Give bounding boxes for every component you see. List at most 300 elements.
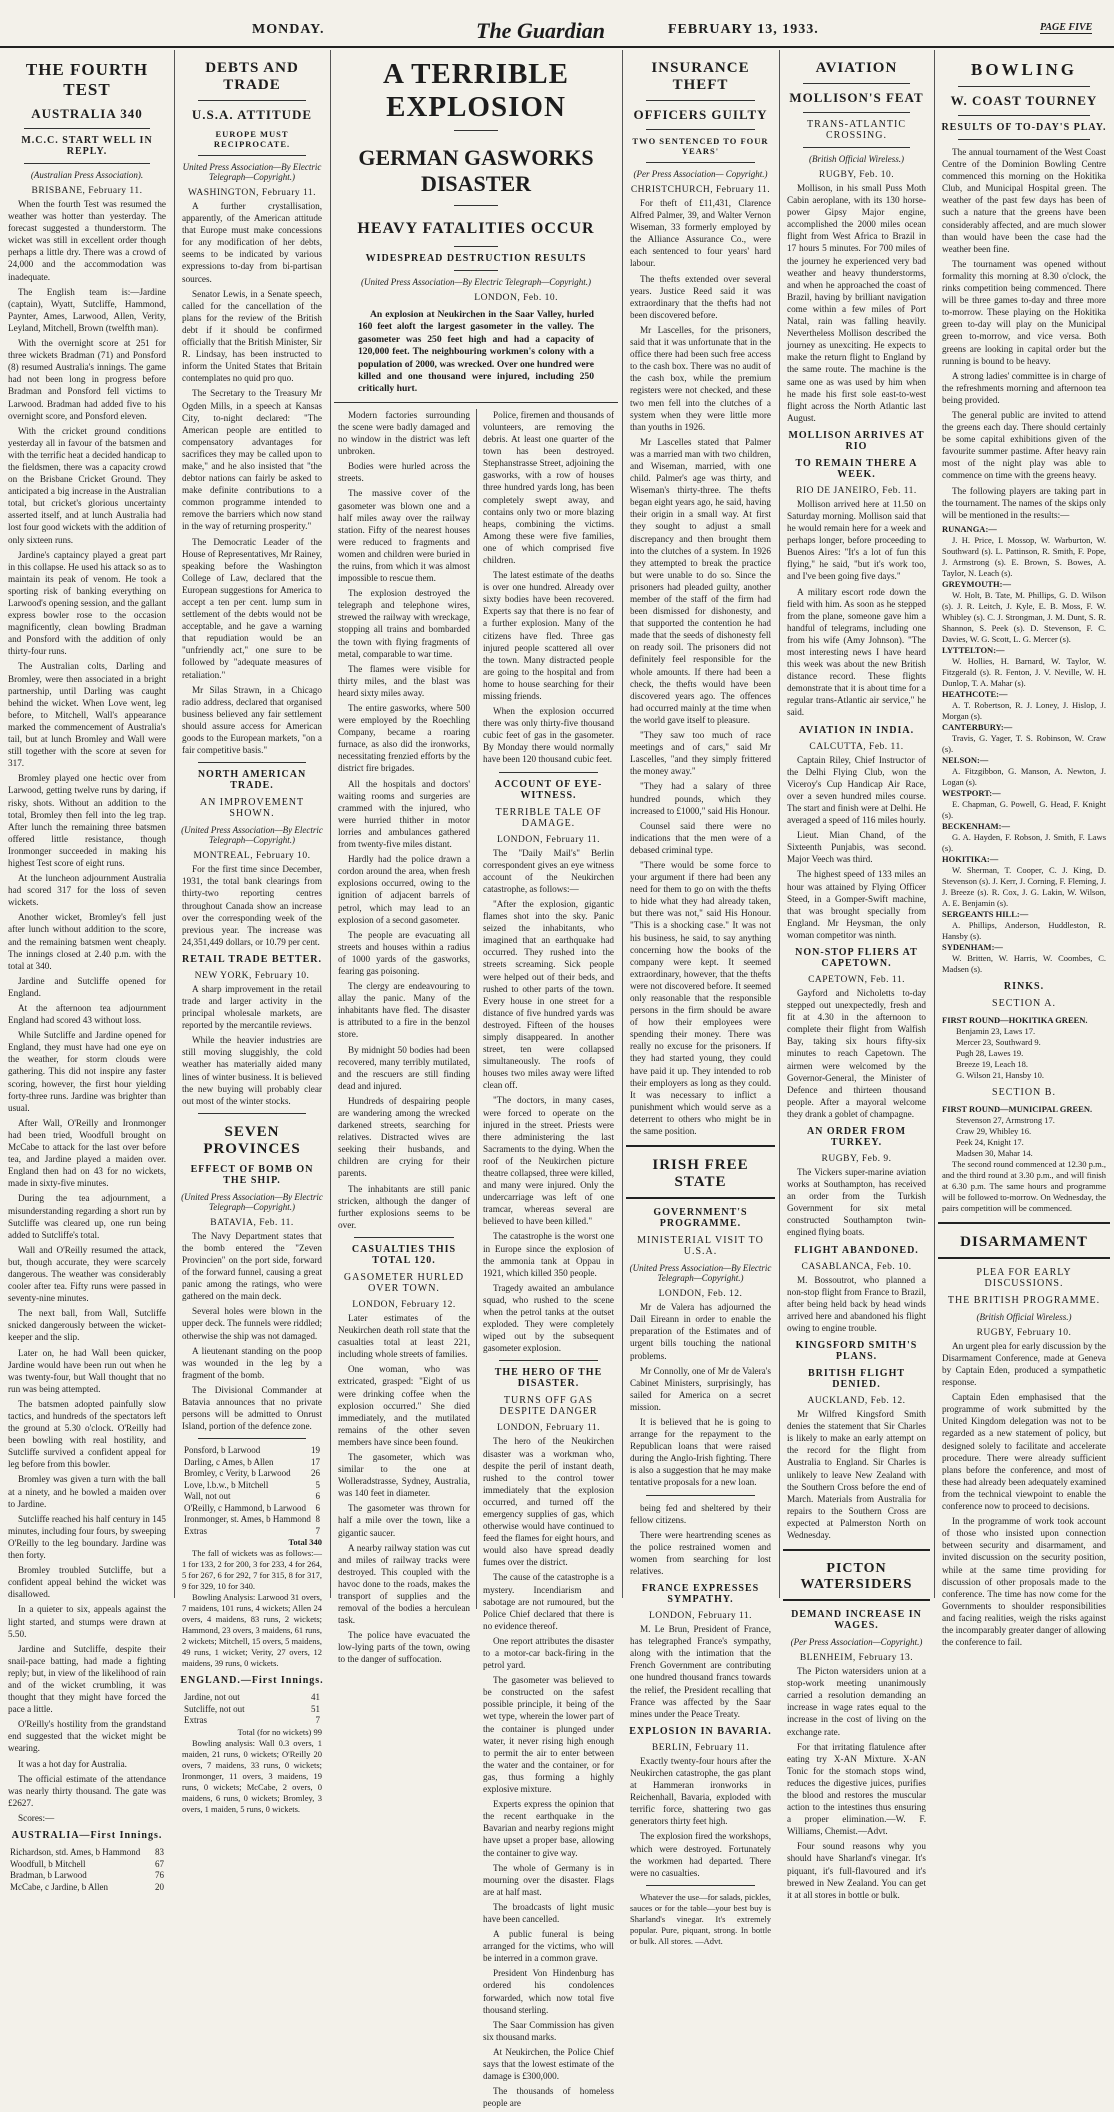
column-rule xyxy=(934,50,935,1598)
paragraph: Experts express the opinion that the recent earthquake in the Bavarian and nearby regions might have upset a proper base, allowing the container to give way. xyxy=(483,1799,614,1858)
scores-heading: AUSTRALIA—First Innings. xyxy=(11,1830,163,1841)
batsman-name: O'Reilly, c Hammond, b Larwood xyxy=(184,1502,307,1513)
paragraph: Four sound reasons why you should have Sharland's vinegar. It's piquant, it's full-flavoured and it's brewed in New Zealand. You can get it at all stores in bottle or bulk. xyxy=(787,1841,926,1900)
article-body xyxy=(783,754,930,941)
subhead-coast-tourney: W. COAST TOURNEY xyxy=(950,93,1098,108)
runs-value: 19 xyxy=(311,1445,320,1456)
runs-value: 67 xyxy=(155,1858,164,1869)
section-head: AN ORDER FROM TURKEY. xyxy=(806,1126,907,1148)
article-body xyxy=(626,1623,775,1720)
section-head: ACCOUNT OF EYE-WITNESS. xyxy=(494,778,603,801)
tagline-mcc: M.C.C. START WELL IN REPLY. xyxy=(21,135,153,157)
batsman-name: Wall, not out xyxy=(184,1491,231,1502)
paragraph: One report attributes the disaster to a motor-car back-firing in the petrol yard. xyxy=(483,1635,614,1671)
paragraph: A military escort rode down the field with him. As soon as he stepped from the plane, someone gave him a handful of telegrams, including one from his wife (Amy Johnson). "The most interesting news I have heard this week was about the new British distance record. These flights demonstrate that it is about time for a regular trans-Atlantic air service," he said. xyxy=(787,586,926,718)
closing-note: The second round commenced at 12.30 p.m., and the third round at 3.30 p.m., and will finish at 6.30 p.m. The same hours and programme will be followed to-morrow. On Wednesday, the pairs competition will be commenced. xyxy=(942,1158,1106,1213)
club-players: W. Britten, W. Harris, W. Coombes, C. Madsen (s). xyxy=(942,952,1106,974)
section-head: NON-STOP FLIERS AT CAPETOWN. xyxy=(795,946,918,969)
club-name: WESTPORT:— xyxy=(942,787,1001,798)
dateline: RIO DE JANEIRO, Feb. 11. xyxy=(796,485,917,496)
section-head: EXPLOSION IN BAVARIA. xyxy=(629,1725,772,1737)
section-sub: TO REMAIN THERE A WEEK. xyxy=(795,457,918,480)
paragraph: "They had a salary of three hundred pounds, which they increased to £1000," said His Honour. xyxy=(630,781,771,816)
subhead-german-gasworks: GERMAN GASWORKS DISASTER xyxy=(358,145,594,196)
dateline: LONDON, February 12. xyxy=(352,1299,456,1310)
dateline: LONDON, February 11. xyxy=(648,1611,753,1622)
club-name: RUNANGA:— xyxy=(942,523,997,534)
paragraph: Exactly twenty-four hours after the Neukirchen catastrophe, the gas plant at Hammeran ironworks in Reichenhall, Bavaria, exploded with terrific force, shattering two gas generators thirty feet high. xyxy=(630,1755,771,1827)
dateline: CAPETOWN, Feb. 11. xyxy=(808,974,905,985)
scores-table xyxy=(178,1692,326,1727)
result-line: Benjamin 23, Laws 17. xyxy=(956,1025,1036,1036)
score-row xyxy=(184,1480,320,1492)
paragraph: Bromley was given a turn with the ball at a ninety, and he bowled a maiden over to Jardine. xyxy=(8,1474,166,1509)
club-players: E. Chapman, G. Powell, G. Head, F. Knight (s). xyxy=(942,798,1106,820)
paragraph: "After the explosion, gigantic flames shot into the sky. Panic seized the inhabitants, who imagined that an earthquake had occurred. They rushed into the streets screaming. Sick people were helped out of their beds, and rushed to other parts of the town. Every house in one street for a distance of five hundred yards was destroyed. Fifteen of the houses simply disappeared. In another street, ten were collapsed simultaneously. The roofs of houses two miles away were lifted clean off. xyxy=(483,898,614,1091)
section-head: THE HERO OF THE DISASTER. xyxy=(494,1367,603,1390)
club-name: BECKENHAM:— xyxy=(942,820,1010,831)
tagline-results: RESULTS OF TO-DAY'S PLAY. xyxy=(941,122,1107,133)
result-line: Peek 24, Knight 17. xyxy=(956,1136,1024,1147)
dateline: AUCKLAND, Feb. 12. xyxy=(807,1396,906,1407)
paragraph: The annual tournament of the West Coast Centre of the Dominion Bowling Centre commenced this morning on the Hokitika Club, and Municipal Hospital green. The weather of the past few days has been of such a nature that the greens have been considerably affected, and are much slower than would have been the case had the weather been fine. xyxy=(942,147,1106,254)
paragraph: Captain Eden emphasised that the programme of work submitted by the United Kingdom delegation was not to be regarded as a new statement of policy, but designed solely to facilitate and accelerate procedure. There were already sufficient plans before the conference, and most of these had already been adequately examined from the technical viewpoint to enable the conference now to proceed to decisions. xyxy=(942,1392,1106,1512)
paragraph: The Divisional Commander at Batavia announces that no private persons will be admitted to Onrust Island, portion of the defence zone. xyxy=(182,1384,322,1432)
club-players: G. A. Hayden, F. Robson, J. Smith, F. Laws (s). xyxy=(942,831,1106,853)
paragraph: The tournament was opened without formality this morning at 8.30 o'clock, the rinks competition being commenced. There will be three games to-day and three more to-morrow. These playing on the Hokitika green to-day will play on the Municipal green to-morrow, and vice versa. Both greens are looking in capital order but the running is bound to be heavy. xyxy=(942,258,1106,366)
runs-value: 6 xyxy=(315,1502,320,1513)
paragraph: Gayford and Nicholetts to-day stepped out unexpectedly, fresh and fit at 4.30 in the afternoon to complete their flight from Walfish Bay, taking six hours fifty-six minutes to reach Capetown. The airmen were welcomed by the Governor-General, the Minister of Defence and thirteen thousand people. After a mayoral welcome they drank a goblet of champagne. xyxy=(787,987,926,1119)
paragraph: Tragedy awaited an ambulance squad, who rushed to the scene when the petrol tanks at the outset exploded. They were completely wiped out by the subsequent gasometer explosion. xyxy=(483,1282,614,1354)
score-row xyxy=(10,1859,164,1871)
batsman-name: Woodfull, b Mitchell xyxy=(10,1858,86,1869)
paragraph: At the afternoon tea adjournment England had scored 43 without loss. xyxy=(8,1003,166,1026)
paragraph: It was a hot day for Australia. xyxy=(18,1758,127,1769)
paragraph: For theft of £11,431, Clarence Alfred Palmer, 39, and Walter Vernon Wiseman, 33 formerly employed by the Alliance Assurance Co., were each sentenced to four years' hard labour. xyxy=(630,198,771,269)
headline-terrible-explosion: A TERRIBLE EXPLOSION xyxy=(383,58,569,123)
club-name: SYDENHAM:— xyxy=(942,941,1003,952)
paragraph: Mollison, in his small Puss Moth Cabin aeroplane, with its 130 horse-power Gipsy Major engine, accomplished the 2000 miles ocean flight from West Africa to Brazil in 17 hours 5 minutes. For 700 miles of the journey he experienced very bad weather and heavy thunderstorms, and when he approached the coast of Brazil, having by brilliant navigation come within a few miles of Port Natal, rain was falling heavily. Nevertheless Mollison described the journey as unexciting. He expects to make the return flight to England by the same route. The machine is the same one as was used by him when he made his first sole east-to-west flight across the North Atlantic last August. xyxy=(787,183,926,423)
column-insurance xyxy=(626,50,775,1946)
score-row xyxy=(184,1468,320,1480)
paragraph: The hero of the Neukirchen disaster was a workman who, despite the peril of instant death, rushed to the control tower immediately that the explosion occurred, and turned off the emergency supplies of gas, which otherwise would have continued to feed the flames for eight hours, and would also have spread deadly fumes over the district. xyxy=(483,1436,614,1568)
batsman-name: Bradman, b Larwood xyxy=(10,1870,87,1880)
dateline: CASABLANCA, Feb. 10. xyxy=(801,1261,912,1272)
scores-table xyxy=(178,1445,326,1537)
paragraph: Bromley troubled Sutcliffe, but a confident appeal behind the wicket was disallowed. xyxy=(8,1565,166,1600)
section-head: AVIATION IN INDIA. xyxy=(798,724,915,736)
paragraph: By midnight 50 bodies had been recovered, many terribly mutilated, and the rescuers are still finding dead and injured. xyxy=(338,1044,470,1091)
paragraph: Mr Wilfred Kingsford Smith denies the statement that Sir Charles is likely to make an early attempt on the record for the flight from Australia to England. Sir Charles is unlikely to leave New Zealand with the Southern Cross before the end of March. Materials from Australia for repairs to the Southern Cross are expected at Palmerston North on Wednesday. xyxy=(787,1409,926,1540)
paragraph: For that irritating flatulence after eating try X-AN Mixture. X-AN Tonic for the stomach stops wind, reduces the digestive juices, purifies the blood and restores the muscular action to the intestines thus ensuring a proper elimination.—W. F. Williams, Chemist.—Advt. xyxy=(787,1741,926,1837)
paragraph: A sharp improvement in the retail trade and larger activity in the principal wholesale markets, are reported by the mercantile reviews. xyxy=(182,983,322,1031)
club-name: HEATHCOTE:— xyxy=(942,688,1008,699)
score-row xyxy=(10,1847,164,1859)
dateline: BERLIN, February 11. xyxy=(651,1742,750,1753)
paragraph: The Navy Department states that the bomb entered the "Zeven Provincien" on the port side, forward of the forward funnel, causing a great panic among the ratings, who were gathered on the main deck. xyxy=(182,1230,322,1302)
section-sub: AN IMPROVEMENT SHOWN. xyxy=(199,797,305,820)
masthead-day: MONDAY. xyxy=(252,22,325,37)
dateline: WASHINGTON, February 11. xyxy=(187,188,317,198)
paragraph: The Democratic Leader of the House of Representatives, Mr Rainey, speaking before the Washington College of Law, declared that the European suggestions for America to accept a ten per cent. lump sum in settlement of the debts would not be acceptable, and he gave a warning that repudiation would be an "unfriendly act," one sure to be followed by "adequate measures of retaliation." xyxy=(182,536,322,680)
score-row xyxy=(184,1526,320,1538)
subhead-officers-guilty: OFFICERS GUILTY xyxy=(633,107,768,122)
dateline: CALCUTTA, Feb. 11. xyxy=(809,741,904,752)
total-line: Total 340 xyxy=(288,1537,322,1548)
paragraph: The catastrophe is the worst one in Europe since the explosion of the ammonia tank at Oppau in 1921, which killed 350 people. xyxy=(483,1231,614,1278)
paragraph: While the heavier industries are still moving sluggishly, the cold weather has materially aided many lines of winter business. It is believed the new buying will probably clear out most of the winter stocks. xyxy=(182,1035,322,1106)
paragraph: A lieutenant standing on the poop was wounded in the leg by a fragment of the bomb. xyxy=(182,1345,322,1380)
credit-line: (United Press Association—By Electric Telegraph—Copyright.) xyxy=(181,825,323,846)
dateline: BATAVIA, Feb. 11. xyxy=(210,1217,294,1228)
paragraph: The next ball, from Wall, Sutcliffe snicked dangerously between the wicket-keeper and the slip. xyxy=(8,1308,166,1343)
section-head: FRANCE EXPRESSES SYMPATHY. xyxy=(641,1583,760,1606)
paragraph: The highest speed of 133 miles an hour was attained by Flying Officer Steed, in a Gomper-Swift machine, that was brought specially from England. Mr Heysman, the only woman competitor was ninth. xyxy=(787,869,926,940)
runs-value: 7 xyxy=(315,1525,320,1536)
paragraph: When the fourth Test was resumed the weather was hotter than yesterday. The forecast suggested a thunderstorm. The wicket was still in excellent order though perhaps a little dry. There was a crowd of 24,000 and the accommodation was inadequate. xyxy=(8,199,166,282)
article-body xyxy=(479,847,618,1355)
paragraph: At Neukirchen, the Police Chief says that the lowest estimate of the damage is £300,000. xyxy=(483,2046,614,2082)
bowling-analysis: Bowling Analysis: Larwood 31 overs, 7 maidens, 101 runs, 4 wickets; Allen 24 overs, 4 maidens, 83 runs, 2 wickets; Hammond, 23 overs, 3 maidens, 61 runs, 2 wickets; Mitchell, 15 overs, 5 maidens, 49 runs, 1 wicket; Verity, 27 overs, 12 maidens, 39 runs, 0 wickets. xyxy=(182,1592,322,1669)
dateline: RUGBY, Feb. 10. xyxy=(818,170,895,180)
paragraph: Counsel said there were no indications that the men were of a debased criminal type. xyxy=(630,820,771,855)
score-row xyxy=(184,1514,320,1526)
paragraph: Lieut. Mian Chand, of the Sixteenth Punjabis, was second. Major Veech was third. xyxy=(787,830,926,865)
paragraph: After Wall, O'Reilly and Ironmonger had been tried, Woodfull brought on McCabe to attack for the last over before tea, and Jardine played a maiden over. England then had on 43 for no wickets, made in sixty-five minutes. xyxy=(8,1117,166,1189)
paragraph: The broadcasts of light music have been cancelled. xyxy=(483,1901,614,1924)
paragraph: The "Daily Mail's" Berlin correspondent gives an eye witness account of the Neukirchen catastrophe, as follows:— xyxy=(483,847,614,894)
result-line: G. Wilson 21, Hansby 10. xyxy=(956,1069,1045,1080)
paragraph: The following players are taking part in the tournament. The names of the skips only will be mentioned in the results:— xyxy=(942,485,1106,520)
subhead-australia-340: AUSTRALIA 340 xyxy=(31,106,143,121)
total-line: Total (for no wickets) 99 xyxy=(237,1726,322,1737)
column-rule xyxy=(330,50,331,1598)
credit-line: (United Press Association—By Electric Telegraph—Copyright.) xyxy=(361,277,591,287)
paragraph: The thousands of homeless people are xyxy=(483,2086,614,2109)
club-players: W. Sherman, T. Cooper, C. J. King, D. Stevenson (s). J. Kerr, J. Corning, F. Fleming, J. J. Breeze (s). R. Cox, J. G. Lakin, W. Wilson, A. E. Benjamin (s). xyxy=(942,864,1106,908)
club-players: W. Hollies, H. Barnard, W. Taylor, W. Fitzgerald (s). R. Fenton, J. V. Neville, W. H. Dunlop, T. A. Mahar (s). xyxy=(942,655,1106,688)
section-head: CASUALTIES THIS TOTAL 120. xyxy=(351,1243,457,1266)
paragraph: The Saar Commission has given six thousand marks. xyxy=(483,2019,614,2042)
section-head: FLIGHT ABANDONED. xyxy=(794,1244,919,1256)
runs-value: 7 xyxy=(315,1715,320,1726)
paragraph: During the tea adjournment, a misunderstanding regarding a short run by Sutcliffe was cleared up, one run being added to Sutcliffe's total. xyxy=(8,1193,166,1240)
result-line: Madsen 30, Mahar 14. xyxy=(956,1147,1033,1158)
article-body xyxy=(938,146,1110,521)
runs-value: 26 xyxy=(311,1468,320,1479)
club-name: CANTERBURY:— xyxy=(942,721,1013,732)
article-body xyxy=(4,198,170,1809)
paragraph: The massive cover of the gasometer was blown one and a half miles away over the railway station. Fifty of the nearest houses were reduced to fragments and women and children were buried in the ruins, from which it was almost impossible to rescue them. xyxy=(338,488,470,584)
section-sub: PLEA FOR EARLY DISCUSSIONS. xyxy=(976,1266,1072,1289)
club-name: HOKITIKA:— xyxy=(942,853,999,864)
paragraph: The flames were visible for thirty miles, and the blast was heard sixty miles away. xyxy=(338,663,470,698)
paragraph: The cause of the catastrophe is a mystery. Incendiarism and sabotage are not rumoured, but the Police Chief declared that there is no evidence thereof. xyxy=(483,1572,614,1631)
club-name: SERGEANTS HILL:— xyxy=(942,908,1029,919)
paragraph: Hardly had the police drawn a cordon around the area, when fresh explosions occurred, owing to the ignition of adjacent barrels of petrol, which may lead to an explosion of a second gasometer. xyxy=(338,854,470,925)
headline-fourth-test: THE FOURTH TEST xyxy=(25,60,149,99)
article-body xyxy=(479,1435,618,2109)
paragraph: With the overnight score at 251 for three wickets Bradman (71) and Ponsford (8) resumed Australia's innings. The game had not been long in progress before Bradman and Ponsford fell victims to Larwood. Bradman had added five to his overnight score, and Ponsford eleven. xyxy=(8,338,166,421)
subhead-mollisons-feat: MOLLISON'S FEAT xyxy=(789,90,924,105)
batsman-name: Sutcliffe, not out xyxy=(184,1703,245,1714)
score-row xyxy=(184,1692,320,1704)
result-line: Mercer 23, Southward 9. xyxy=(956,1036,1041,1047)
article-body xyxy=(783,1166,930,1239)
results-list xyxy=(938,1026,1110,1081)
tagline-widespread: WIDESPREAD DESTRUCTION RESULTS xyxy=(365,253,587,264)
credit-line: (United Press Association—By Electric Telegraph—Copyright.) xyxy=(629,1263,772,1284)
paragraph: Police, firemen and thousands of volunteers, are removing the debris. At least one quarter of the town has been destroyed. Stephanstrasse Street, adjoining the gasworks, with a row of houses three hundred yards long, has been completely swept away, and contains only two or more blazing heaps, combining the victims. Among these were five families, one of which comprised five children. xyxy=(483,409,614,565)
paragraph: "They saw too much of race meetings and of cars," said Mr Lascelles, "and they simply frittered the money away." xyxy=(630,730,771,777)
masthead xyxy=(0,0,1114,48)
headline-debts: DEBTS AND TRADE xyxy=(205,60,299,93)
headline-insurance-theft: INSURANCE THEFT xyxy=(651,60,750,93)
result-line: Pugh 28, Lawes 19. xyxy=(956,1047,1024,1058)
paragraph: The explosion destroyed the telegraph and telephone wires, strewed the railway with wreckage, stopping all trains and bombarded the town with flying fragments of metal, comparable to war time. xyxy=(338,588,470,659)
paragraph: An urgent plea for early discussion by the Disarmament Conference, made at Geneva by Captain Eden, produced a sympathetic response. xyxy=(942,1340,1106,1388)
article-body xyxy=(783,1408,930,1541)
paragraph: being fed and sheltered by their fellow citizens. xyxy=(630,1502,771,1525)
dateline: MONTREAL, February 10. xyxy=(193,851,311,862)
club-list xyxy=(938,524,1110,975)
score-row xyxy=(184,1445,320,1457)
article-body xyxy=(783,182,930,424)
paragraph: Senator Lewis, in a Senate speech, called for the cancellation of the plans for the review of the British debt if it should be confirmed officially that the British Minister, Sir R. Lindsay, has been instructed to inform the United States that Britain contemplates no quid pro quo. xyxy=(182,288,322,384)
paragraph: The inhabitants are still panic stricken, although the danger of further explosions seems to be over. xyxy=(338,1183,470,1230)
paragraph: A public funeral is being arranged for the victims, who will be interred in a common grave. xyxy=(483,1929,614,1964)
paragraph: Bodies were hurled across the streets. xyxy=(338,461,470,484)
section-tag: THE BRITISH PROGRAMME. xyxy=(947,1294,1101,1306)
paragraph: Mr Connolly, one of Mr de Valera's Cabinet Ministers, surprisingly, has sailed for America on a secret mission. xyxy=(630,1365,771,1412)
paragraph: Mr Lascelles, for the prisoners, said that it was unfortunate that in the office there had been such free access to the cash box. There was no audit of the cash box, while the premium registers were not checked, and these two men fell into the clutches of a system when they were little more than youths in 1926. xyxy=(630,324,771,432)
paragraph: While Sutcliffe and Jardine opened for England, they must have had one eye on the weather, for storm clouds were gathering. This did not inspire any faster scoring, however, the first hour yielding forty-three runs. Jardine was brighter than usual. xyxy=(8,1030,166,1113)
credit-line: (Australian Press Association). xyxy=(30,170,144,180)
headline-bowling: BOWLING xyxy=(970,60,1078,79)
runs-value: 17 xyxy=(311,1456,320,1467)
score-row xyxy=(184,1715,320,1727)
paragraph: The clergy are endeavouring to allay the panic. Many of the inhabitants have fled. The disaster is attributed to a fire in the benzol store. xyxy=(338,981,470,1040)
club-players: A. Phillips, Anderson, Huddleston, R. Hansby (s). xyxy=(942,919,1106,941)
headline-disarmament: DISARMAMENT xyxy=(960,1233,1088,1250)
credit-line: United Press Association—By Electric Telegraph—Copyright.) xyxy=(182,162,322,182)
paragraph: When the explosion occurred there was only thirty-five thousand cubic feet of gas in the gasometer. By Monday there would normally have been 120 thousand cubic feet. xyxy=(483,706,614,765)
paragraph: The batsmen adopted painfully slow tactics, and hundreds of the spectators left the ground at 5.30 o'clock. O'Reilly had been bowling with real hostility, and Sutcliffe survived a confident appeal for leg before from this bowler. xyxy=(8,1398,166,1470)
score-row xyxy=(184,1704,320,1716)
credit-line: (British Official Wireless.) xyxy=(809,154,904,164)
paragraph: In a quieter to six, appeals against the light started, and stumps were drawn at 5.50. xyxy=(8,1604,166,1639)
paragraph: The gasometer was believed to be constructed on the safest possible principle, it being of the wet type, wherein the lower part of the container is plunged under water, it never rising high enough to permit the air to enter between the water and the container, or for gas, thus forming a highly explosive mixture. xyxy=(483,1675,614,1795)
column-rule xyxy=(779,50,780,1598)
paragraph: "The doctors, in many cases, were forced to operate on the injured in the street. Priests were there administering the last Sacraments to the dying. When the roof of the Neukirchen picture theatre collapsed, three were killed, and many were injured. Only the undercarriage was left of one tramcar, whereas several are believed to have been killed." xyxy=(483,1095,614,1227)
paragraph: President Von Hindenburg has ordered his condolences forwarded, which now total five thousand sterling. xyxy=(483,1968,614,2015)
article-body xyxy=(783,1274,930,1334)
dateline: LONDON, Feb. 10. xyxy=(474,293,558,303)
article-body xyxy=(626,1301,775,1488)
paragraph: A strong ladies' committee is in charge of the refreshments morning and afternoon tea being provided. xyxy=(942,370,1106,405)
article-body xyxy=(626,1502,775,1578)
paragraph: Jardine and Sutcliffe, despite their snail-pace batting, had made a fighting reply; but, in view of the likelihood of rain and of the wicket crumbling, it was thought that they might have forced the pace a little. xyxy=(8,1643,166,1715)
runs-value: 20 xyxy=(155,1881,164,1892)
score-row xyxy=(10,1870,164,1882)
section-b: SECTION B. xyxy=(992,1086,1056,1098)
paragraph: The gasometer was thrown for half a mile over the town, like a gigantic saucer. xyxy=(338,1503,470,1538)
article-body xyxy=(626,1755,775,1879)
club-name: NELSON:— xyxy=(942,754,989,765)
credit-line: (British Official Wireless.) xyxy=(976,1311,1072,1322)
paragraph: The gasometer, which was similar to the one at Wolleradstrasse, Sydney, Australia, was 140 feet in diameter. xyxy=(338,1451,470,1499)
column-bowling xyxy=(938,50,1110,1648)
section-sub: GASOMETER HURLED OVER TOWN. xyxy=(343,1271,465,1294)
dateline: CHRISTCHURCH, February 11. xyxy=(630,185,771,195)
dateline: RUGBY, Feb. 9. xyxy=(821,1154,892,1164)
paragraph: The thefts extended over several years. Justice Reed said it was extraordinary that the thefts had not been discovered before. xyxy=(630,273,771,320)
paragraph: The whole of Germany is in mourning over the disaster. Flags are at half mast. xyxy=(483,1862,614,1897)
runs-value: 51 xyxy=(311,1703,320,1714)
paragraph: Later estimates of the Neukirchen death roll state that the casualties total at least 221, including whole streets of families. xyxy=(338,1312,470,1360)
batsman-name: Bromley, c Verity, b Larwood xyxy=(184,1468,291,1479)
paragraph: The police have evacuated the low-lying parts of the town, owing to the danger of suffocation. xyxy=(338,1630,470,1665)
subhead-usa: U.S.A. ATTITUDE xyxy=(191,107,313,122)
subcolumn-left xyxy=(334,409,474,1669)
subcolumn-right xyxy=(479,409,618,2112)
section-sub: TERRIBLE TALE OF DAMAGE. xyxy=(495,806,602,829)
paragraph: A nearby railway station was cut and miles of railway tracks were destroyed. This coupled with the havoc done to the roads, makes the transport of supplies and the removal of the bodies a herculean task. xyxy=(338,1542,470,1626)
section-sub: BRITISH FLIGHT DENIED. xyxy=(807,1368,906,1391)
paragraph: Modern factories surrounding the scene were badly damaged and no window in the district was left unbroken. xyxy=(338,409,470,457)
credit-line: (Per Press Association— Copyright.) xyxy=(633,169,768,179)
paragraph: Sutcliffe reached his half century in 145 minutes, including four fours, by sweeping O'Reilly to the leg boundary. Jardine was then forty. xyxy=(8,1513,166,1561)
batsman-name: Extras xyxy=(184,1525,207,1536)
paragraph: In the programme of work took account of those who insisted upon connection between security and disarmament, and invited discussion on the security position, while at the same time providing for discussion of other proposals made to the conference. The time has now come for the Governments to shoulder responsibilities and facing realities, weigh the risks against the incomparably greater danger of allowing the conference to fail. xyxy=(942,1516,1106,1648)
column-rule xyxy=(174,50,175,1598)
dateline: LONDON, Feb. 12. xyxy=(658,1289,743,1300)
section-sub: EFFECT OF BOMB ON THE SHIP. xyxy=(190,1163,314,1186)
dateline: BLENHEIM, February 13. xyxy=(799,1653,914,1664)
runs-value: 6 xyxy=(315,1491,320,1502)
column-aviation xyxy=(783,50,930,1900)
section-a: SECTION A. xyxy=(992,997,1056,1009)
column-explosion xyxy=(334,50,618,2109)
paragraph: Several holes were blown in the upper deck. The funnels were riddled; otherwise the ship was not damaged. xyxy=(182,1306,322,1341)
paragraph: It is believed that he is going to arrange for the repayment to the Republican loans that were raised during the Anglo-Irish fighting. There is also a suggestion that he may make tentative proposals for a new loan. xyxy=(630,1416,771,1488)
masthead-title: The Guardian xyxy=(476,18,605,43)
paragraph: The explosion fired the workshops, which were destroyed. Fortunately the workmen had departed. There were no casualties. xyxy=(630,1831,771,1878)
paragraph: One woman, who was extricated, grasped: "Eight of us were drinking coffee when the explosion occurred." She died immediately, and the mutilated remains of the other seven members have since been found. xyxy=(338,1364,470,1447)
batsman-name: Extras xyxy=(184,1715,207,1726)
paragraph: The latest estimate of the deaths is over one hundred. Already over sixty bodies have been recovered. Experts say that there is no fear of a further explosion. Many of the citizens have fled. Three gas injured people scattered all over the town. Many distracted people are going to the hospital and from home to house searching for their missing friends. xyxy=(483,570,614,701)
article-body xyxy=(626,197,775,1137)
club-players: A. T. Robertson, R. J. Loney, J. Hislop, J. Morgan (s). xyxy=(942,699,1106,721)
scores-table xyxy=(4,1847,170,1893)
section-head: MOLLISON ARRIVES AT RIO xyxy=(788,429,925,452)
paragraph: The official estimate of the attendance was nearly thirty thousand. The gate was £2627. xyxy=(8,1773,166,1808)
batsman-name: Love, l.b.w., b Mitchell xyxy=(184,1479,269,1490)
headline-seven-provinces: SEVEN PROVINCES xyxy=(203,1123,301,1157)
results-list xyxy=(938,1115,1110,1159)
paragraph: At the luncheon adjournment Australia had scored 317 for the loss of seven wickets. xyxy=(8,873,166,908)
score-row xyxy=(184,1503,320,1515)
paragraph: The English team is:—Jardine (captain), Wyatt, Sutcliffe, Hammond, Paynter, Ames, Larwood, Allen, Verity, Leyland, Mitchell, Brown (twelfth man). xyxy=(8,286,166,333)
paragraph: The general public are invited to attend the greens each day. There should certainly be some capital exhibitions given of the favourite summer pastime. After heavy rain most of the night play was able to commence on time with the greens heavy. xyxy=(942,409,1106,481)
dateline: LONDON, February 11. xyxy=(496,834,601,845)
score-row xyxy=(184,1491,320,1503)
section-tag: MINISTERIAL VISIT TO U.S.A. xyxy=(637,1235,764,1258)
headline-aviation: AVIATION xyxy=(815,60,898,76)
column-debts xyxy=(178,50,326,1814)
paragraph: Mr Lascelles stated that Palmer was a married man with two children, and Wiseman, married, with one child. Palmer's age was thirty, and Wiseman's thirty-three. The thefts began eight years ago, he said, having their origin in a small way. At first they sought to adjust a small discrepancy and then brought them into the clutches of a system. In 1926 they attempted to break the practice but were unable to do so. Since the prisoners had pleaded guilty, another member of the staff of the firm had been dismissed for dishonesty, and that supported the contention he had made that the seeds of dishonesty fell on ready soil. The prisoners did not definitely feel responsible for the whole amounts. If there had been a check, the thefts would have been discovered years ago. The offences had occurred mainly at the time when the world gave itself to pleasure. xyxy=(630,436,771,725)
masthead-date: FEBRUARY 13, 1933. xyxy=(668,22,819,37)
club-name: LYTTELTON:— xyxy=(942,644,1005,655)
dateline: RUGBY, February 10. xyxy=(976,1327,1072,1338)
section-sub: DEMAND INCREASE IN WAGES. xyxy=(791,1609,922,1632)
article-body xyxy=(178,983,326,1107)
paragraph: For the first time since December, 1931, the total bank clearings from thirty-two reporting centres throughout Canada show an increase over the corresponding week of the previous year. The increase was 24,351,449 dollars, or 10.79 per cent. xyxy=(182,864,322,947)
club-players: W. Holt, B. Tate, M. Phillips, G. D. Wilson (s). J. R. Leitch, J. Kyle, E. B. Moss, F. W. Whibley (s). C. J. Strongman, J. M. Dunt, S. R. Shannon, S. Peek (s). D. Stevenson, F. C. Davies, W. G. Scott, L. G. Mercer (s). xyxy=(942,589,1106,644)
paragraph: The Australian colts, Darling and Bromley, were then associated in a bright partnership, until Darling was caught behind the wicket. When Love went, leg before, to Mitchell, Wall's appearance marked the commencement of Australia's tail, but at lunch Bromley and Wall were still together with the score at seven for 317. xyxy=(8,661,166,769)
scores-label: Scores:— xyxy=(18,1812,55,1823)
batsman-name: Jardine, not out xyxy=(184,1692,240,1703)
paragraph: The Picton watersiders union at a stop-work meeting unanimously carried a resolution demanding an increase in wage rates equal to the increase in the cost of living on the exchange rate. xyxy=(787,1666,926,1737)
column-rule xyxy=(622,50,623,1598)
paragraph: Captain Riley, Chief Instructor of the Delhi Flying Club, won the Viceroy's Cup Handicap Air Race, over a seven hundred miles course. The start and finish were at Delhi. He averaged a speed of 116 miles hourly. xyxy=(787,754,926,826)
result-line: Breeze 19, Leach 18. xyxy=(956,1058,1028,1069)
paragraph: "There would be some force to your argument if there had been any need for them to go on with the thefts to hide what they had already taken, but there was not," said His Honour. "This is a shocking case." It was not his business, he said, to say anything concerning how the books of the company were kept. It seemed extraordinary, however, that the thefts were not discovered before. It seemed only reasonable that the responsible persons in the firm should be aware of how their employees were spending their money. There was really no excuse for the prisoners. If they had started young, they could have paid it up. They intended to rob their employers as long as they could. It was necessary to inflict a punishment which would serve as a deterrent to others who might be in the same position. xyxy=(630,859,771,1137)
club-players: J. H. Price, I. Mossop, W. Warburton, W. Southward (s). L. Pattinson, R. Smith, F. Pope, J. Armstrong (s). E. Brown, S. Bowes, A. Taylor, N. Leach (s). xyxy=(942,534,1106,578)
section-sub: TURNS OFF GAS DESPITE DANGER xyxy=(499,1395,598,1418)
batsman-name: Ironmonger, st. Ames, b Hammond xyxy=(184,1514,311,1525)
paragraph: Jardine's captaincy played a great part in this collapse. He used his attack so as to maintain its peak of venom. He took a sporting risk of banking everything on Larwood's opening session, and the gallant express bowler rose to the occasion magnificently, clean bowling Bradman and Ponsford with the addition of only thirty-four runs. xyxy=(8,549,166,657)
section-head: KINGSFORD SMITH'S PLANS. xyxy=(795,1340,918,1363)
fall-of-wickets: The fall of wickets was as follows:—1 for 133, 2 for 200, 3 for 233, 4 for 264, 5 for 267, 6 for 292, 7 for 315, 8 for 317, 9 for 329, 10 for 340. xyxy=(182,1548,322,1592)
paragraph: Mollison arrived here at 11.50 on Saturday morning. Mollison said that he would remain here for a week and perhaps longer, before proceeding to Buenos Aires: "It's a lot of fun this flying," he said, "but it's work too, and I've been going five days." xyxy=(787,498,926,582)
article-body xyxy=(178,863,326,948)
credit-line: (United Press Association—By Electric Telegraph—Copyright.) xyxy=(181,1191,323,1212)
paragraph: All the hospitals and doctors' waiting rooms and surgeries are crammed with the injured, who were hurried thither in motor lorries and ambulances gathered from twenty-five miles distant. xyxy=(338,778,470,850)
runs-value: 41 xyxy=(311,1692,320,1703)
batsman-name: Darling, c Ames, b Allen xyxy=(184,1456,274,1467)
column-cricket xyxy=(4,50,170,1892)
runs-value: 8 xyxy=(315,1514,320,1525)
paragraph: O'Reilly's hostility from the grandstand end suggested that the wicket might be wearing. xyxy=(8,1719,166,1754)
paragraph: M. Bossoutrot, who planned a non-stop flight from France to Brazil, after being held back by head winds arrived here and abandoned his flight owing to engine trouble. xyxy=(787,1274,926,1333)
club-players: Travis, G. Yager, T. S. Robinson, W. Craw (s). xyxy=(942,732,1106,754)
article-body xyxy=(178,1230,326,1433)
score-row xyxy=(10,1882,164,1894)
lead-paragraph: An explosion at Neukirchen in the Saar Valley, hurled 160 feet aloft the largest gasometer in the valley. The gasometer was 250 feet high and had a capacity of 120,000 feet. The neighbouring workmen's colony with a population of 2000, was wrecked. Over one hundred were killed and one thousand were injured, including 250 critically hurt. xyxy=(358,309,594,395)
batsman-name: Ponsford, b Larwood xyxy=(184,1445,261,1456)
dateline: BRISBANE, February 11. xyxy=(31,186,143,196)
paragraph: The people are evacuating all streets and houses within a radius of 1000 yards of the gasworks, fearing gas poisoning. xyxy=(338,929,470,976)
article-body xyxy=(783,987,930,1120)
paragraph: With the cricket ground conditions yesterday all in favour of the batsmen and with the terrific heat a decided handicap to the fieldsmen, there was a capacity crowd on the Brisbane Cricket Ground. They anticipated a big increase in the Australian total, but cricket's glorious uncertainty asserted itself, and at lunch Australia had lost four good wickets with the addition of only sixteen runs. xyxy=(8,425,166,545)
paragraph: Mr de Valera has adjourned the Dail Eireann in order to enable the preparation of the Estimates and of urgent bills touching the national problems. xyxy=(630,1302,771,1361)
batsman-name: Richardson, std. Ames, b Hammond xyxy=(10,1847,141,1857)
runs-value: 5 xyxy=(315,1479,320,1490)
article-body xyxy=(783,498,930,719)
rinks-heading: RINKS. xyxy=(1003,980,1045,992)
tagline-europe: EUROPE MUST RECIPROCATE. xyxy=(213,129,291,149)
paragraph: The Vickers super-marine aviation works at Southampton, has received an order from the Turkish Government for six metal constructed Southampton twin-engined flying boats. xyxy=(787,1167,926,1238)
round-b: FIRST ROUND—MUNICIPAL GREEN. xyxy=(942,1103,1093,1114)
section-head: NORTH AMERICAN TRADE. xyxy=(197,769,307,792)
advertisement: Whatever the use—for salads, pickles, sauces or for the table—your best buy is Sharland's vinegar. It's extremely popular. Pure, piquant, strong. In bottle or bulk. All stores. —Advt. xyxy=(630,1891,771,1946)
runs-value: 83 xyxy=(155,1847,164,1857)
club-players: A. Fitzgibbon, G. Manson, A. Newton, J. Logan (s). xyxy=(942,765,1106,787)
article-body xyxy=(938,1340,1110,1648)
result-line: Craw 29, Whibley 16. xyxy=(956,1125,1032,1136)
dateline: NEW YORK, February 10. xyxy=(194,970,310,981)
